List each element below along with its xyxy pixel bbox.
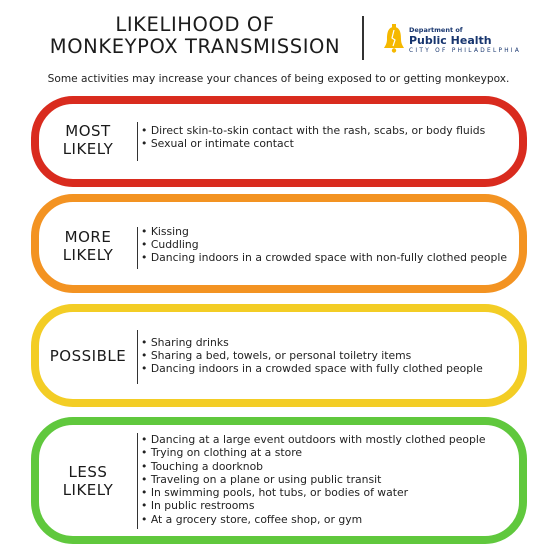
logo-city-text: CITY OF PHILADELPHIA <box>409 48 522 54</box>
list-item: • Direct skin-to-skin contact with the rash, scabs, or body fluids <box>141 125 485 138</box>
list-item: • At a grocery store, coffee shop, or gym <box>141 513 485 526</box>
band-label <box>39 347 137 365</box>
liberty-bell-icon <box>383 24 405 54</box>
list-item: • Dancing at a large event outdoors with mostly clothed people <box>141 433 485 446</box>
list-item: • Dancing indoors in a crowded space with non-fully clothed people <box>141 252 507 265</box>
logo-department-text: Department of <box>409 26 463 34</box>
band-label-line-1: MOST <box>65 122 111 140</box>
band-item-list <box>141 337 483 375</box>
band-divider <box>137 433 138 529</box>
list-item: • In public restrooms <box>141 499 485 512</box>
band-label-line-2: LIKELY <box>62 140 114 158</box>
list-item: • Touching a doorknob <box>141 460 485 473</box>
band-label <box>39 463 137 499</box>
title-line-1: LIKELIHOOD OF <box>115 13 275 36</box>
band-divider <box>137 122 138 161</box>
band-label <box>39 228 137 264</box>
band-less-likely <box>31 417 527 544</box>
band-label <box>39 122 137 158</box>
list-item: • Trying on clothing at a store <box>141 446 485 459</box>
list-item: • Dancing indoors in a crowded space with fully clothed people <box>141 363 483 376</box>
page-title <box>40 14 350 58</box>
logo-name-text: Public Health <box>409 34 492 47</box>
list-item: • Sexual or intimate contact <box>141 138 485 151</box>
band-more-likely <box>31 194 527 293</box>
band-item-list <box>141 226 507 264</box>
list-item: • Kissing <box>141 226 507 239</box>
band-label-line-1: LESS <box>68 463 108 481</box>
band-label-line-2: LIKELY <box>62 246 114 264</box>
title-line-2: MONKEYPOX TRANSMISSION <box>49 35 341 58</box>
list-item: • Cuddling <box>141 239 507 252</box>
band-label-line-1: POSSIBLE <box>49 347 127 365</box>
band-most-likely <box>31 96 527 187</box>
band-label-line-2: LIKELY <box>62 481 114 499</box>
list-item: • In swimming pools, hot tubs, or bodies of water <box>141 486 485 499</box>
public-health-logo <box>383 24 543 60</box>
list-item: • Traveling on a plane or using public transit <box>141 473 485 486</box>
band-divider <box>137 227 138 269</box>
band-divider <box>137 330 138 384</box>
header-divider <box>362 16 364 60</box>
subtitle: Some activities may increase your chances of being exposed to or getting monkeypox. <box>47 73 510 85</box>
list-item: • Sharing drinks <box>141 337 483 350</box>
list-item: • Sharing a bed, towels, or personal toiletry items <box>141 350 483 363</box>
band-item-list <box>141 125 485 151</box>
band-label-line-1: MORE <box>64 228 112 246</box>
band-possible <box>31 304 527 407</box>
band-item-list <box>141 433 485 526</box>
